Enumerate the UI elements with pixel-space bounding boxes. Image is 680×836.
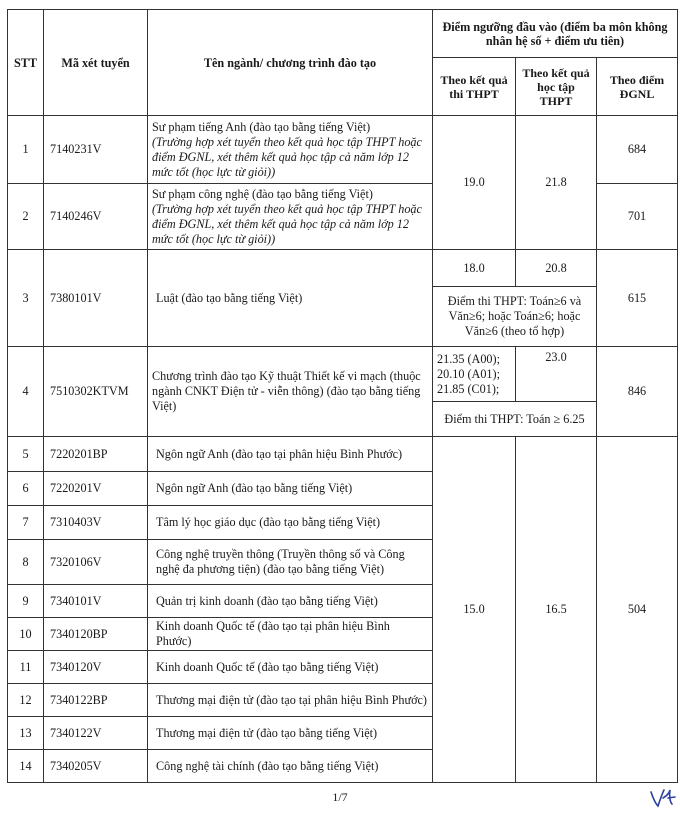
program-name: Sư phạm công nghệ (đào tạo bằng tiếng Việt) — [152, 186, 373, 201]
row-code: 7140246V — [44, 184, 148, 250]
row-stt: 9 — [8, 585, 44, 618]
program-name: Chương trình đào tạo Kỹ thuật Thiết kế vi mạch (thuộc ngành CNKT Điện tử - viễn thông) (đào tạo bằng tiếng Việt) — [148, 347, 433, 437]
hoc-tap-score: 21.8 — [516, 116, 597, 250]
page-number: 1/7 — [332, 790, 348, 804]
thpt-condition: Điểm thi THPT: Toán ≥ 6.25 — [433, 402, 597, 437]
header-threshold: Điểm ngưỡng đầu vào (điểm ba môn không nhân hệ số + điểm ưu tiên) — [433, 10, 678, 58]
row-code: 7310403V — [44, 506, 148, 540]
hoc-tap-score: 16.5 — [516, 437, 597, 783]
row-code: 7380101V — [44, 250, 148, 347]
row-stt: 4 — [8, 347, 44, 437]
dgnl-score: 846 — [597, 347, 678, 437]
program-note: (Trường hợp xét tuyển theo kết quả học tập THPT hoặc điểm ĐGNL, xét thêm kết quả học tập cả năm lớp 12 mức tốt (học lực từ giỏi)) — [152, 201, 422, 246]
row-stt: 5 — [8, 437, 44, 472]
header-dgnl: Theo điểm ĐGNL — [597, 58, 678, 116]
program-note: (Trường hợp xét tuyển theo kết quả học tập THPT hoặc điểm ĐGNL, xét thêm kết quả học tập cả năm lớp 12 mức tốt (học lực từ giỏi)) — [152, 134, 422, 179]
row-program — [148, 116, 433, 184]
admission-threshold-table — [7, 9, 678, 783]
row-code: 7220201BP — [44, 437, 148, 472]
row-code: 7340122BP — [44, 684, 148, 717]
dgnl-score: 701 — [597, 184, 678, 250]
row-stt: 1 — [8, 116, 44, 184]
initials-signature — [648, 784, 678, 810]
row-program — [148, 184, 433, 250]
thpt-score: 19.0 — [433, 116, 516, 250]
row-stt: 14 — [8, 750, 44, 783]
thpt-score: 18.0 — [433, 250, 516, 287]
table-row — [8, 437, 678, 472]
program-name: Ngôn ngữ Anh (đào tạo tại phân hiệu Bình Phước) — [148, 437, 433, 472]
table-row — [8, 116, 678, 184]
row-stt: 2 — [8, 184, 44, 250]
row-stt: 8 — [8, 540, 44, 585]
row-code: 7340101V — [44, 585, 148, 618]
row-code: 7140231V — [44, 116, 148, 184]
thpt-condition: Điểm thi THPT: Toán≥6 và Văn≥6; hoặc Toán≥6; hoặc Văn≥6 (theo tổ hợp) — [433, 287, 597, 347]
header-stt: STT — [8, 10, 44, 116]
row-stt: 10 — [8, 618, 44, 651]
row-code: 7510302KTVM — [44, 347, 148, 437]
thpt-score: 21.35 (A00); 20.10 (A01); 21.85 (C01); — [433, 347, 516, 402]
row-stt: 12 — [8, 684, 44, 717]
header-hoc-tap: Theo kết quả học tập THPT — [516, 58, 597, 116]
row-stt: 13 — [8, 717, 44, 750]
program-name: Công nghệ truyền thông (Truyền thông số và Công nghệ đa phương tiện) (đào tạo bằng tiếng Việt) — [148, 540, 433, 585]
program-name: Sư phạm tiếng Anh (đào tạo bằng tiếng Việt) — [152, 119, 371, 134]
hoc-tap-score: 20.8 — [516, 250, 597, 287]
thpt-score: 15.0 — [433, 437, 516, 783]
row-stt: 3 — [8, 250, 44, 347]
row-code: 7220201V — [44, 472, 148, 506]
table-row — [8, 347, 678, 402]
row-code: 7340120BP — [44, 618, 148, 651]
program-name: Thương mại điện tử (đào tạo bằng tiếng Việt) — [148, 717, 433, 750]
header-thpt: Theo kết quả thi THPT — [433, 58, 516, 116]
row-code: 7340122V — [44, 717, 148, 750]
program-name: Kinh doanh Quốc tế (đào tạo bằng tiếng Việt) — [148, 651, 433, 684]
program-name: Thương mại điện tử (đào tạo tại phân hiệu Bình Phước) — [148, 684, 433, 717]
row-stt: 7 — [8, 506, 44, 540]
table-row — [8, 250, 678, 287]
program-name: Luật (đào tạo bằng tiếng Việt) — [148, 250, 433, 347]
row-code: 7340205V — [44, 750, 148, 783]
header-program: Tên ngành/ chương trình đào tạo — [148, 10, 433, 116]
program-name: Công nghệ tài chính (đào tạo bằng tiếng Việt) — [148, 750, 433, 783]
program-name: Kinh doanh Quốc tế (đào tạo tại phân hiệu Bình Phước) — [148, 618, 433, 651]
row-stt: 6 — [8, 472, 44, 506]
dgnl-score: 684 — [597, 116, 678, 184]
program-name: Quản trị kinh doanh (đào tạo bằng tiếng Việt) — [148, 585, 433, 618]
program-name: Ngôn ngữ Anh (đào tạo bằng tiếng Việt) — [148, 472, 433, 506]
row-code: 7340120V — [44, 651, 148, 684]
row-stt: 11 — [8, 651, 44, 684]
program-name: Tâm lý học giáo dục (đào tạo bằng tiếng Việt) — [148, 506, 433, 540]
dgnl-score: 504 — [597, 437, 678, 783]
header-code: Mã xét tuyển — [44, 10, 148, 116]
row-code: 7320106V — [44, 540, 148, 585]
hoc-tap-score: 23.0 — [516, 347, 597, 402]
dgnl-score: 615 — [597, 250, 678, 347]
